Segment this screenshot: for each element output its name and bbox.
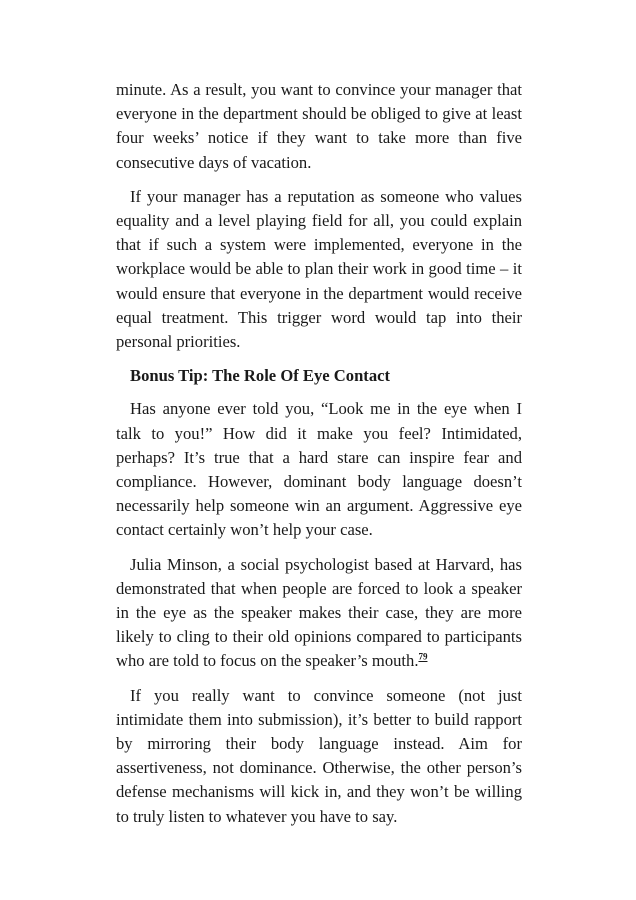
paragraph-manager-equality: If your manager has a reputation as someone who values equality and a level playing field for all, you could explain that if such a system were implemented, everyone in the workplace would be able to plan their work in good time – it would ensure that everyone in the department would receive equal treatment. This trigger word would tap into their personal priorities. [116,186,522,352]
paragraph-julia-minson [116,553,522,674]
paragraph-continuation: minute. As a result, you want to convince your manager that everyone in the department should be obliged to give at least four weeks’ notice if they want to take more than five consecutive days of vacation. [116,80,522,172]
paragraph-rapport: If you really want to convince someone (not just intimidate them into submission), it’s better to build rapport by mirroring their body language instead. Aim for assertiveness, not dominance. Otherwise, the other person’s defense mechanisms will kick in, and they won’t be willing to truly listen to whatever you have to say. [116,685,522,826]
page-body [116,78,522,839]
paragraph-julia-minson-text: Julia Minson, a social psychologist based at Harvard, has demonstrated that when people are forced to look a speaker in the eye as the speaker makes their case, they are more likely to cling to their old opinions compared to participants who are told to focus on the speaker’s mouth. [116,554,522,671]
footnote-reference[interactable]: 79 [418,651,428,662]
paragraph-eye-contact: Has anyone ever told you, “Look me in the eye when I talk to you!” How did it make you feel? Intimidated, perhaps? It’s true that a hard stare can inspire fear and compliance. However, dominant body language doesn’t necessarily help someone win an argument. Aggressive eye contact certainly won’t help your case. [116,399,522,540]
section-heading: Bonus Tip: The Role Of Eye Contact [130,366,391,386]
